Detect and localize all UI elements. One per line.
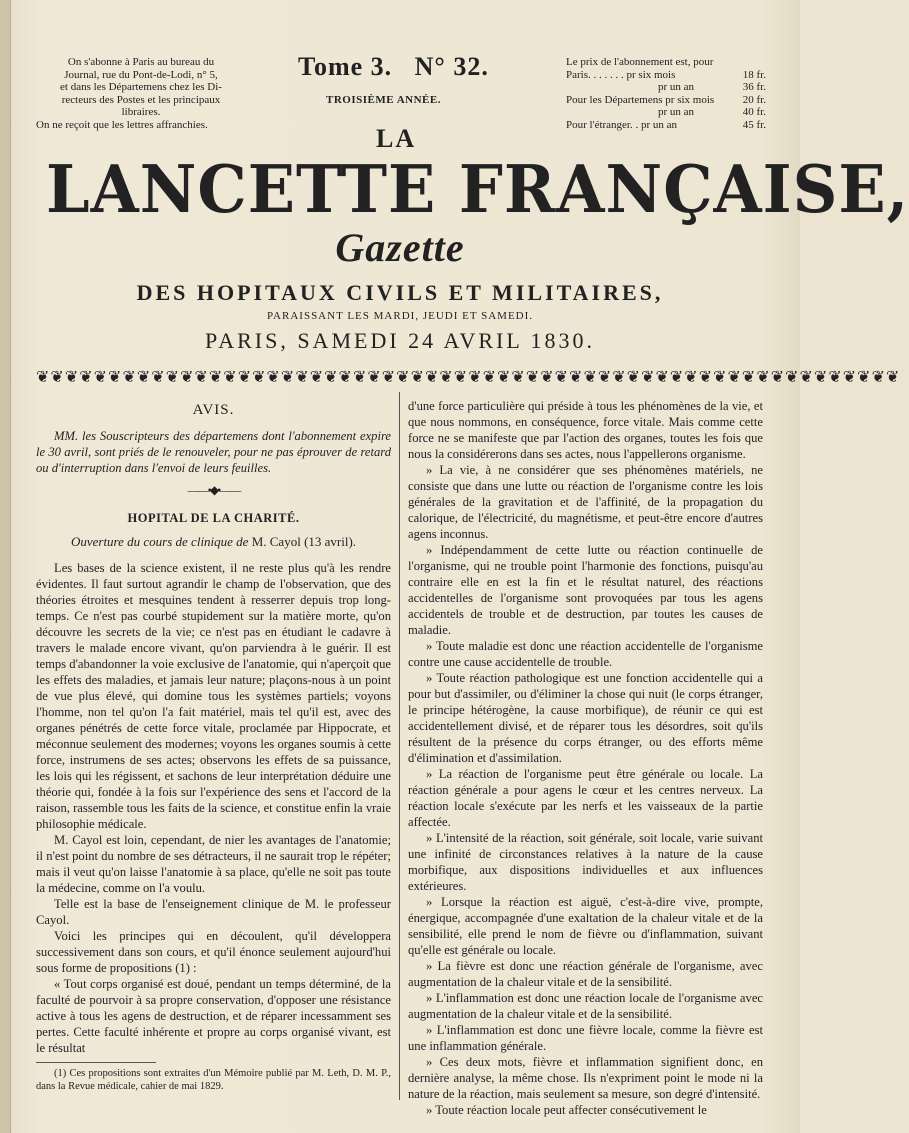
price-row: Pour l'étranger. . pr un an 45 fr. — [566, 118, 766, 131]
article-paragraph: « Tout corps organisé est doué, pendant un temps déterminé, de la faculté de pourvoir à sa propre conservation, d'opposer une résistance active à tous les agens de destruction, et de réparer incessamment ses pertes. Cette faculté inhérente et propre au corps organisé vivant, est le résultat — [36, 977, 391, 1055]
issue-date: PARIS, SAMEDI 24 AVRIL 1830. — [204, 328, 596, 353]
subscription-info — [36, 56, 246, 131]
subscription-line: Journal, rue du Pont-de-Lodi, n° 5, — [64, 68, 218, 81]
publication-schedule: PARAISSANT LES MARDI, JEUDI ET SAMEDI. — [266, 310, 534, 322]
article-paragraph: Telle est la base de l'enseignement clinique de M. le professeur Cayol. — [36, 897, 391, 927]
section-title: HOPITAL DE LA CHARITÉ. — [127, 511, 300, 525]
price-row: Paris. . . . . . . pr six mois 18 fr. — [566, 68, 766, 81]
article-paragraph: » Ces deux mots, fièvre et inflammation signifient donc, en dernière analyse, la même chose. Ils n'expriment point le mode ni la nature de la réaction, mais seulement sa mesure, son degré d'intensité. — [408, 1055, 763, 1101]
subscription-line: recteurs des Postes et les principaux — [61, 93, 221, 106]
right-column — [408, 398, 763, 1118]
article-paragraph: M. Cayol est loin, cependant, de nier les avantages de l'anatomie; il n'est point du nombre de ses détracteurs, il ne saurait trop le répéter; mais il veut qu'on laisse l'anatomie à sa place, qu'elle ne soit pas toute la médecine, comme on l'a voulu. — [36, 833, 391, 895]
separator-rule: ——•◆•—— — [187, 483, 240, 497]
masthead-title: LANCETTE FRANÇAISE, — [46, 151, 909, 228]
article-paragraph: Les bases de la science existent, il ne reste plus qu'à les rendre évidentes. Il faut surtout agrandir le champ de l'observation, que des théories étroites et mesquines tendent à resserrer depuis trop long-temps. Ce n'est pas courbé stupidement sur la matière morte, qu'on découvre les secrets de la vie; ce n'est pas en étudiant le cadavre à travers le malade encore vivant, qu'on parviendra à le guérir. Il est temps d'abandonner la voie exclusive de l'anatomie, qui n'aperçoit que les effets des maladies, et jamais leur nature; plaçons-nous à un point de vue plus élevé, qui domine tous les systèmes partiels; voyons l'homme, non tel qu'on l'a fait matériel, mais tel qu'il est, avec des organes pénétrés de cette force vitale, proclamée par Hippocrate, et méconnue seulement des modernes; voyons les organes soumis à cette force, instrumens de ses actes; observons les effets de sa puissance, les lois qui les régissent, et sachons de leur interprétation déduire une théorie qui, fondée à la fois sur l'expérience des sens et l'accord de la raison, rassemble tous les faits de la science, et constitue enfin la vraie philosophie médicale. — [36, 561, 391, 831]
article-paragraph: » La vie, à ne considérer que ses phénomènes matériels, ne consiste que dans une lutte ou réaction de l'organisme contre les lois générales de la gravitation et de l'affinité, de la propagation du calorique, de l'électricité, du magnétisme, et peut-être encore d'autres agens inconnus. — [408, 463, 763, 541]
notice-title: AVIS. — [192, 402, 235, 418]
article-paragraph: » La réaction de l'organisme peut être générale ou locale. La réaction générale a pour agens le cœur et les centres nerveux. La réaction locale s'exécute par les nerfs et les vaisseaux de la partie affectée. — [408, 767, 763, 829]
article-paragraph: » La fièvre est donc une réaction générale de l'organisme, avec augmentation de la chaleur vitale et de la sensibilité. — [408, 959, 763, 989]
article-paragraph: » Toute maladie est donc une réaction accidentelle de l'organisme contre une cause accidentelle de trouble. — [408, 639, 763, 669]
left-column — [36, 402, 391, 1093]
subscription-line: On ne reçoit que les lettres affranchies. — [36, 118, 208, 131]
article-paragraph: » Toute réaction locale peut affecter consécutivement le — [426, 1103, 707, 1117]
subscription-line: On s'abonne à Paris au bureau du — [67, 56, 215, 68]
tome-label: Tome 3. — [298, 52, 393, 81]
lecture-intro: Ouverture du cours de clinique de — [70, 534, 249, 549]
article-paragraph: » Lorsque la réaction est aiguë, c'est-à-dire vive, prompte, énergique, accompagnée d'une exaltation de la chaleur vitale et de la sensibilité, elle prend le nom de fièvre ou d'inflammation, suivant qu'elle est générale ou locale. — [408, 895, 763, 957]
subscription-line: libraires. — [121, 106, 161, 118]
gazette-title: Gazette — [335, 225, 465, 270]
lecture-heading — [36, 534, 391, 550]
price-table — [566, 56, 766, 131]
subscription-line: et dans les Départemens chez les Di- — [60, 81, 222, 93]
price-row: pr un an 36 fr. — [658, 81, 766, 93]
article-paragraph: » L'intensité de la réaction, soit générale, soit locale, varie suivant une infinité de circonstances relatives à la nature de la cause morbifique, aux dispositions individuelles et aux influences extérieures. — [408, 831, 763, 893]
footnote: (1) Ces propositions sont extraites d'un Mémoire publié par M. Leth, D. M. P., dans la Revue médicale, cahier de mai 1829. — [36, 1068, 391, 1092]
article-paragraph: » Toute réaction pathologique est une fonction accidentelle qui a pour but d'assimiler, ou d'éliminer la chose qui nuit (le corps étranger, le principe hétérogène, la cause morbifique), de réunir ce qui est accidentellement divisé, et de réparer tous les désordres, soit qu'ils résultent de la présence du corps étranger, ou des efforts même d'élimination et d'assimilation. — [408, 671, 763, 765]
price-row: Pour les Départemens pr six mois 20 fr. — [566, 93, 766, 106]
article-paragraph: » Indépendamment de cette lutte ou réaction continuelle de l'organisme, qui ne trouble point l'harmonie des fonctions, puisqu'au contraire elle en est la fin et le résultat naturel, des réactions accidentelles de l'organisme sont provoquées par tous les agens accidentels de trouble et de destruction, par toutes les causes de maladie. — [408, 543, 763, 637]
article-paragraph: » L'inflammation est donc une fièvre locale, comme la fièvre est une inflammation générale. — [408, 1023, 763, 1053]
masthead-article: LA — [376, 124, 417, 153]
price-row: Le prix de l'abonnement est, pour — [566, 56, 714, 68]
article-paragraph: Voici les principes qui en découlent, qu'il développera successivement dans son cours, et qu'il énonce seulement aujourd'hui sous forme de propositions (1) : — [36, 929, 391, 975]
footnote-rule — [36, 1062, 156, 1063]
article-paragraph: » L'inflammation est donc une réaction locale de l'organisme avec augmentation de la chaleur vitale et de la sensibilité. — [408, 991, 763, 1021]
price-row: pr un an 40 fr. — [658, 106, 766, 118]
article-paragraph: d'une force particulière qui préside à tous les phénomènes de la vie, et que nous nommons, en conséquence, force vitale. Mais comme cette force ne se manifeste que par l'action des organes, toutes les fois que nous la considérerons dans ses actes, nous l'appellerons organisme. — [408, 399, 763, 461]
volume-number — [298, 52, 498, 82]
year-label: TROISIÈME ANNÉE. — [326, 94, 441, 106]
binding-edge — [0, 0, 11, 1133]
lecture-author: M. Cayol (13 avril). — [251, 534, 357, 549]
ornamental-border: ❦❦❦❦❦❦❦❦❦❦❦❦❦❦❦❦❦❦❦❦❦❦❦❦❦❦❦❦❦❦❦❦❦❦❦❦❦❦❦❦❦❦❦❦❦❦❦❦❦❦❦❦❦❦❦❦❦❦❦❦ — [36, 369, 901, 386]
column-divider — [399, 392, 400, 1100]
notice-text: MM. les Souscripteurs des départemens dont l'abonnement expire le 30 avril, sont priés de le renouveler, pour ne pas éprouver de retard ou d'interruption dans l'envoi de leurs feuilles. — [36, 429, 391, 475]
masthead-subtitle: DES HOPITAUX CIVILS ET MILITAIRES, — [136, 280, 664, 305]
issue-number: N° 32. — [414, 52, 489, 81]
